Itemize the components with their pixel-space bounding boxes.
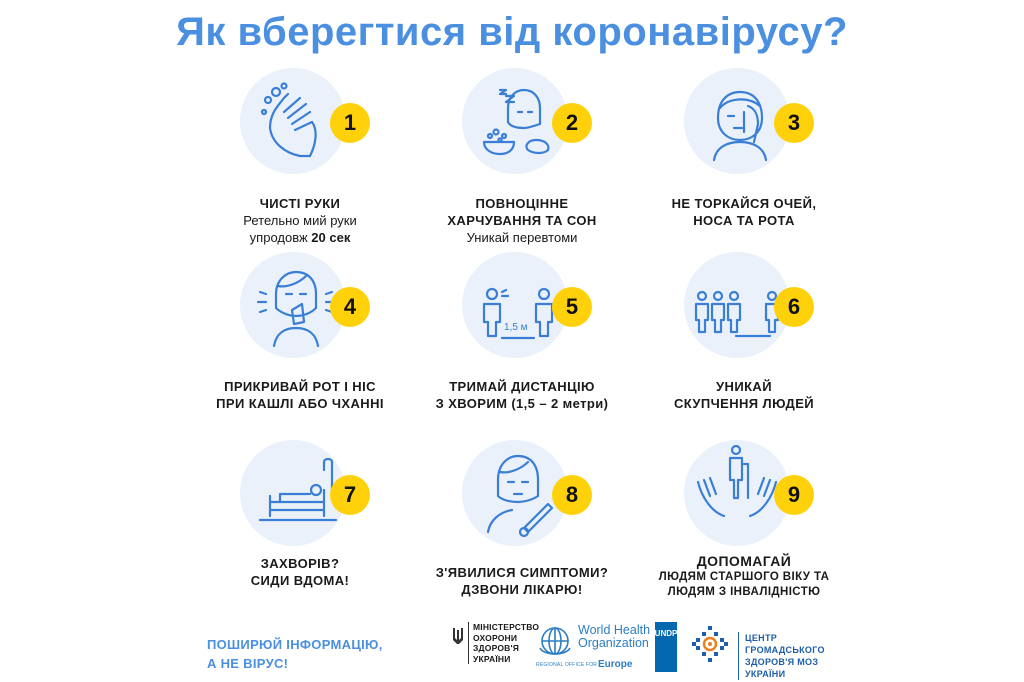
share-slogan [207,635,383,673]
tip-5-heading-line2: З ХВОРИМ (1,5 – 2 метри) [435,396,609,411]
tip-9-line2: ЛЮДЯМ З ІНВАЛІДНІСТЮ [667,586,821,598]
tip-2 [402,68,642,268]
tip-5-heading-line1: ТРИМАЙ ДИСТАНЦІЮ [449,379,595,394]
tip-1-line1: Ретельно мий руки [243,213,357,228]
tip-4-heading-line2: ПРИ КАШЛІ АБО ЧХАННІ [216,396,384,411]
tip-2-heading-line1: ПОВНОЦІННЕ [475,196,569,211]
tip-8 [402,440,642,640]
tip-2-heading-line2: ХАРЧУВАННЯ ТА СОН [447,213,597,228]
tip-3-heading-line2: НОСА ТА РОТА [693,213,795,228]
share-slogan-line1: ПОШИРЮЙ ІНФОРМАЦІЮ, [207,637,383,652]
moz-line1: МІНІСТЕРСТВО [473,622,540,632]
tip-1-line2: упродовж [249,230,312,245]
tip-2-number-badge: 2 [552,103,592,143]
tip-3 [624,68,864,268]
tip-1-heading: ЧИСТІ РУКИ [259,196,341,211]
moz-line4: УКРАЇНИ [473,653,511,664]
trident-icon [452,626,464,646]
who-line1: World Health [578,623,651,637]
who-emblem-icon [536,622,574,660]
page-title: Як вберегтися від коронавірусу? [176,10,848,54]
ministry-of-health-logo [452,622,540,672]
tip-9-heading: ДОПОМАГАЙ [696,553,792,569]
distance-label: 1,5 м [504,322,528,333]
public-health-center-logo [690,622,850,679]
moz-line3: ЗДОРОВ'Я [473,643,520,653]
tip-8-heading-line1: З'ЯВИЛИСЯ СИМПТОМИ? [435,565,609,580]
public-health-center-emblem-icon [690,624,730,664]
tip-5-number-badge: 5 [552,287,592,327]
tip-4 [180,252,420,452]
tip-9-line1: ЛЮДЯМ СТАРШОГО ВІКУ ТА [658,571,830,583]
tip-1-duration: 20 сек [311,230,351,245]
tip-5 [402,252,642,452]
tip-2-line1: Уникай перевтоми [466,230,578,245]
cgz-line1: ЦЕНТР ГРОМАДСЬКОГО [745,633,825,655]
tip-6-heading-line1: УНИКАЙ [716,379,772,394]
tip-7-heading-line1: ЗАХВОРІВ? [260,556,340,571]
tip-8-heading-line2: ДЗВОНИ ЛІКАРЮ! [461,582,583,597]
who-line2: Organization [578,636,649,650]
cgz-line2: ЗДОРОВ'Я МОЗ УКРАЇНИ [745,657,819,679]
moz-line2: ОХОРОНИ [473,632,518,643]
tip-7-number-badge: 7 [330,475,370,515]
tip-4-heading-line1: ПРИКРИВАЙ РОТ І НІС [224,379,376,394]
tip-6 [624,252,864,452]
who-region-prefix: REGIONAL OFFICE FOR [536,662,598,668]
tip-1-number-badge: 1 [330,103,370,143]
tip-7 [180,440,420,640]
tip-6-heading-line2: СКУПЧЕННЯ ЛЮДЕЙ [673,396,815,411]
tip-9-number-badge: 9 [774,475,814,515]
tip-4-number-badge: 4 [330,287,370,327]
tip-8-number-badge: 8 [552,475,592,515]
undp-text: UNDP [655,629,677,638]
tip-7-heading-line2: СИДИ ВДОМА! [250,573,350,588]
who-region: Europe [598,659,633,670]
tip-3-heading-line1: НЕ ТОРКАЙСЯ ОЧЕЙ, [671,196,817,211]
share-slogan-line2: А НЕ ВІРУС! [207,656,289,671]
tip-9 [624,440,864,640]
who-europe-logo [536,622,651,672]
tip-1 [180,68,420,268]
tip-6-number-badge: 6 [774,287,814,327]
undp-logo [655,622,677,672]
undp-emblem-icon [655,622,677,672]
tip-3-number-badge: 3 [774,103,814,143]
